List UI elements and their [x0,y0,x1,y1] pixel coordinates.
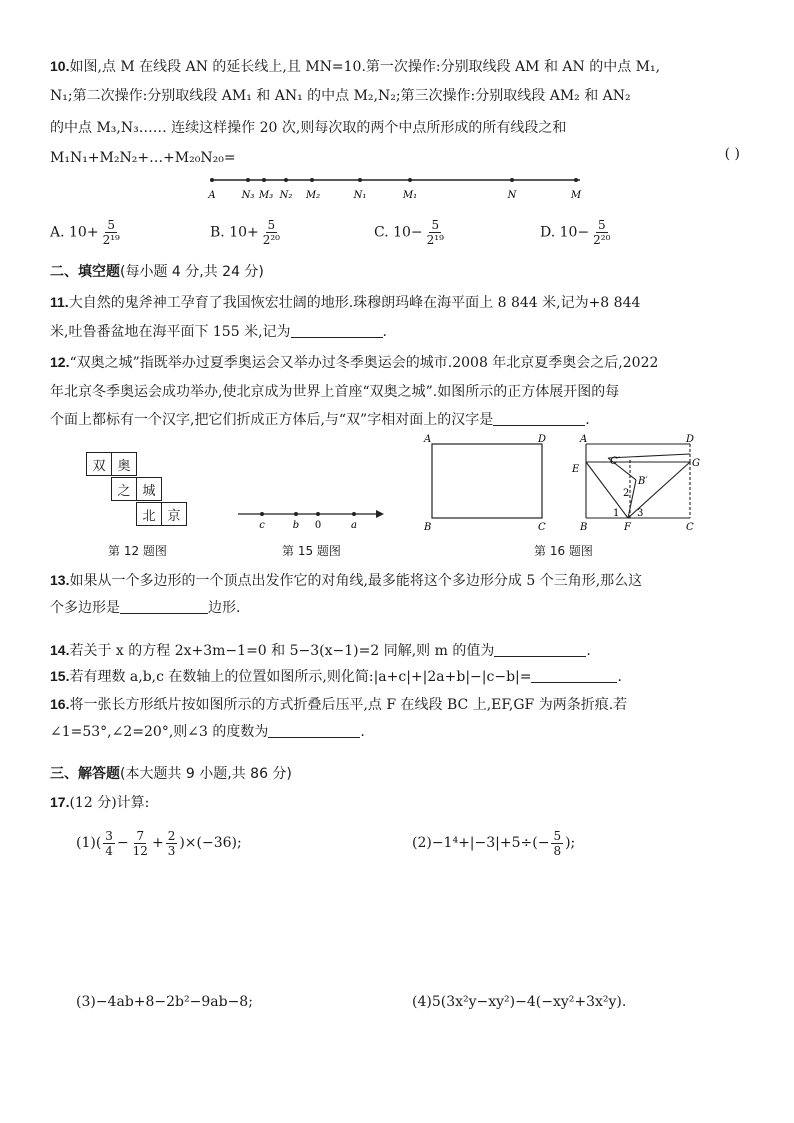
q12-answer-blank[interactable] [493,411,585,426]
fig15-label-a: a [351,520,357,531]
fig10-label-M3: M₃ [258,190,274,201]
q10-option-b[interactable]: B. 10+ $\frac{5}{\text{2²⁰}}$ [210,218,280,247]
fig16-left-D: D [538,434,547,445]
fig10-label-M: M [570,190,582,201]
fig16-left-B: B [424,522,432,533]
fig10-label-N2: N₂ [279,190,293,201]
fig10-label-A: A [208,190,216,201]
q15-answer-blank[interactable] [531,668,617,683]
q16-answer-blank[interactable] [268,723,360,738]
fig10-label-N3: N₃ [241,190,255,201]
fig10-label-N: N [507,190,517,201]
q11-line2: 米,吐鲁番盆地在海平面下 155 米,记为 . [50,324,387,340]
q15-figure-caption: 第 15 题图 [282,544,341,558]
fig10-label-N1: N₁ [353,190,367,201]
q15-number-line [236,504,386,534]
net-cell-ao: 奥 [111,452,137,476]
fig16-right-E: E [572,464,580,475]
fig16-left-C: C [538,522,546,533]
fig16-left-A: A [424,434,432,445]
fig16-right-G: G [692,458,700,469]
fig16-right-B: B [580,522,588,533]
fig16-right-D: D [686,434,695,445]
q13-line2: 个多边形是 边形. [50,600,241,616]
q16-line1: 16.将一张长方形纸片按如图所示的方式折叠后压平,点 F 在线段 BC 上,EF,GF 为两条折痕.若 [50,696,628,713]
q15-line: 15.若有理数 a,b,c 在数轴上的位置如图所示,则化简:|a+c|+|2a+b|−|c−b|= . [50,668,622,685]
q12-line3: 个面上都标有一个汉字,把它们折成正方体后,与“双”字相对面上的汉字是 . [50,412,590,428]
q16-figure-caption: 第 16 题图 [534,544,593,558]
net-cell-bei: 北 [136,502,162,526]
q17-part3: (3)−4ab+8−2b²−9ab−8; [76,994,253,1010]
q10-number: 10. [50,58,70,74]
fig16-right-F: F [624,522,631,533]
fig10-label-M2: M₂ [305,190,321,201]
fig16-right-C: C [686,522,694,533]
q17-part2: (2)−1⁴+|−3|+5÷(− $\frac{5}{8}$ ); [412,828,576,858]
fig15-label-c: c [259,520,265,531]
q16-line2: ∠1=53°,∠2=20°,则∠3 的度数为 . [50,724,365,740]
q11-line1: 11.大自然的鬼斧神工孕育了我国恢宏壮阔的地形.珠穆朗玛峰在海平面上 8 844 米,记为+8 844 [50,294,641,311]
q10-option-a[interactable]: A. 10+ $\frac{5}{\text{2¹⁹}}$ [50,218,120,247]
net-cell-shuang: 双 [86,452,112,476]
q11-answer-blank[interactable] [291,323,383,338]
q13-answer-blank[interactable] [120,599,208,614]
q10-answer-paren: ( ) [724,146,740,162]
q16-rectangle-figures [420,432,710,536]
q10-option-d[interactable]: D. 10− $\frac{5}{\text{2²⁰}}$ [540,218,611,247]
q14-answer-blank[interactable] [494,642,586,657]
q17-part1: (1)( $\frac{3}{4}$ − $\frac{7}{12}$ + $\frac{2}{3}$ )×(−36); [76,828,242,858]
net-cell-zhi: 之 [111,477,137,501]
q12-figure-caption: 第 12 题图 [108,544,167,558]
section-2-heading: 二、填空题(每小题 4 分,共 24 分) [50,264,264,280]
q17-part4: (4)5(3x²y−xy²)−4(−xy²+3x²y). [412,994,627,1010]
fig16-right-C-prime: C′ [610,456,620,467]
q12-line1: 12.“双奥之城”指既举办过夏季奥运会又举办过冬季奥运会的城市.2008 年北京夏季奥会之后,2022 [50,354,659,371]
fig16-angle-3: 3 [637,508,644,519]
section-3-heading: 三、解答题(本大题共 9 小题,共 86 分) [50,766,292,782]
net-cell-jing: 京 [161,502,187,526]
fig16-angle-2: 2 [623,488,630,499]
fig10-label-M1: M₁ [402,190,418,201]
fig15-label-b: b [292,520,300,531]
net-cell-cheng: 城 [136,477,162,501]
q10-line1: 10.如图,点 M 在线段 AN 的延长线上,且 MN=10.第一次操作:分别取线段 AM 和 AN 的中点 M₁, [50,58,661,75]
fig16-right-A: A [580,434,588,445]
q17-heading: 17.(12 分)计算: [50,794,150,811]
q12-line2: 年北京冬季奥运会成功举办,使北京成为世界上首座“双奥之城”.如图所示的正方体展开图的每 [50,384,620,400]
fig15-label-0: 0 [314,520,322,531]
q14-line: 14.若关于 x 的方程 2x+3m−1=0 和 5−3(x−1)=2 同解,则 m 的值为 . [50,642,591,659]
q10-line3: 的中点 M₃,N₃…… 连续这样操作 20 次,则每次取的两个中点所形成的所有线段之和 [50,120,567,136]
fig16-right-B-prime: B′ [638,476,648,487]
fig16-angle-1: 1 [613,508,620,519]
q10-line2: N₁;第二次操作:分别取线段 AM₁ 和 AN₁ 的中点 M₂,N₂;第三次操作:分别取线段 AM₂ 和 AN₂ [50,88,631,104]
q13-line1: 13.如果从一个多边形的一个顶点出发作它的对角线,最多能将这个多边形分成 5 个三角形,那么这 [50,572,643,589]
q10-segment-figure [200,170,600,210]
q10-line4: M₁N₁+M₂N₂+…+M₂₀N₂₀= [50,150,236,166]
q10-option-c[interactable]: C. 10− $\frac{5}{\text{2¹⁹}}$ [374,218,444,247]
